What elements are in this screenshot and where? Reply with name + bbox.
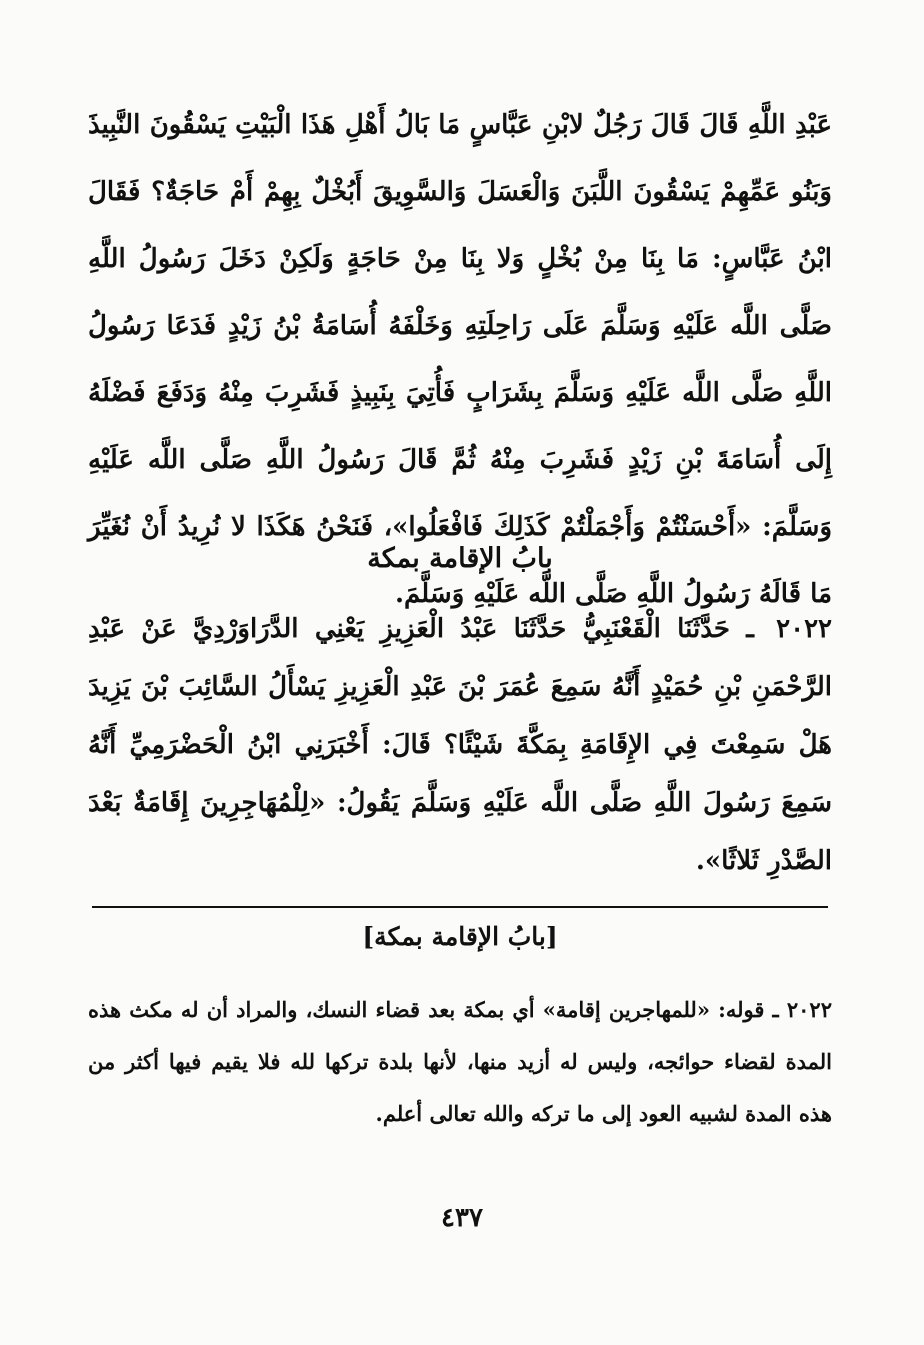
hadith-text: ـ حَدَّثَنَا الْقَعْنَبِيُّ حَدَّثَنَا عَبْدُ الْعَزِيزِ يَعْنِي الدَّرَاوَرْدِيَّ عَنْ عَبْدِ الرَّحْمَنِ بْنِ حُمَيْدٍ أَنَّهُ سَمِعَ عُمَرَ بْنَ عَبْدِ الْعَزِيزِ يَسْأَلُ السَّائِبَ بْنَ يَزِيدَ هَلْ سَمِعْتَ فِي الإِقَامَةِ بِمَكَّةَ شَيْئًا؟ قَالَ: أَخْبَرَنِي ابْنُ الْحَضْرَمِيِّ أَنَّهُ سَمِعَ رَسُولَ اللَّهِ صَلَّى اللَّه عَلَيْهِ وَسَلَّمَ يَقُولُ: «لِلْمُهَاجِرِينَ إِقَامَةٌ بَعْدَ الصَّدْرِ ثَلاثًا». [88,614,832,876]
commentary-text: ٢٠٢٢ ـ قوله: «للمهاجرين إقامة» أي بمكة بعد قضاء النسك، والمراد أن له مكث هذه المدة لقضاء حوائجه، وليس له أزيد منها، لأنها بلدة تركها لله فلا يقيم فيها أكثر من هذه المدة لشبيه العود إلى ما تركه والله تعالى أعلم. [88,997,832,1126]
page-number: ٤٣٧ [441,1203,483,1233]
hadith-number: ٢٠٢٢ [776,614,832,644]
footnote-divider [92,906,828,908]
commentary-block [88,984,832,1140]
hadith-paragraph [88,600,832,890]
chapter-heading: بابُ الإقامة بمكة [367,543,553,574]
top-passage-text: عَبْدِ اللَّهِ قَالَ قَالَ رَجُلٌ لابْنِ عَبَّاسٍ مَا بَالُ أَهْلِ هَذَا الْبَيْتِ يَسْقُونَ النَّبِيذَ وَبَنُو عَمِّهِمْ يَسْقُونَ اللَّبَنَ وَالْعَسَلَ وَالسَّوِيقَ أَبُخْلٌ بِهِمْ أَمْ حَاجَةٌ؟ فَقَالَ ابْنُ عَبَّاسٍ: مَا بِنَا مِنْ بُخْلٍ وَلا بِنَا مِنْ حَاجَةٍ وَلَكِنْ دَخَلَ رَسُولُ اللَّهِ صَلَّى اللَّه عَلَيْهِ وَسَلَّمَ عَلَى رَاحِلَتِهِ وَخَلْفَهُ أُسَامَةُ بْنُ زَيْدٍ فَدَعَا رَسُولُ اللَّهِ صَلَّى اللَّه عَلَيْهِ وَسَلَّمَ بِشَرَابٍ فَأُتِيَ بِنَبِيذٍ فَشَرِبَ مِنْهُ وَدَفَعَ فَضْلَهُ إِلَى أُسَامَةَ بْنِ زَيْدٍ فَشَرِبَ مِنْهُ ثُمَّ قَالَ رَسُولُ اللَّهِ صَلَّى اللَّه عَلَيْهِ وَسَلَّمَ: «أَحْسَنْتُمْ وَأَجْمَلْتُمْ كَذَلِكَ فَافْعَلُوا»، فَنَحْنُ هَكَذَا لا نُرِيدُ أَنْ نُغَيِّرَ مَا قَالَهُ رَسُولُ اللَّهِ صَلَّى اللَّه عَلَيْهِ وَسَلَّمَ. [88,110,832,609]
hadith-block [88,600,832,890]
commentary-heading: [بابُ الإقامة بمكة] [362,922,558,951]
